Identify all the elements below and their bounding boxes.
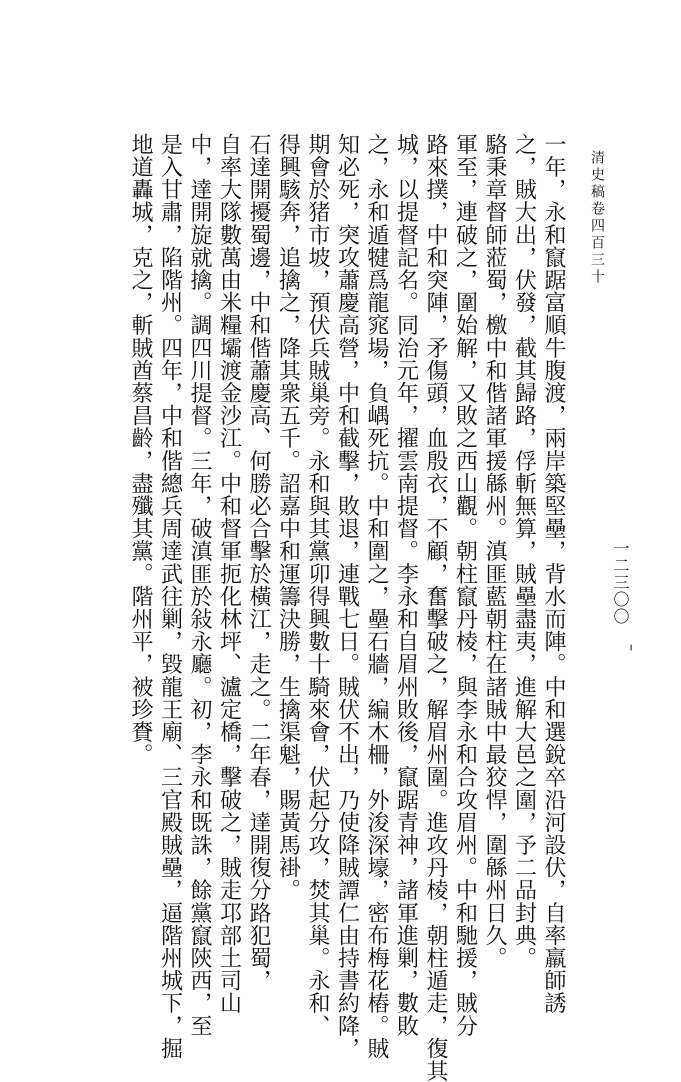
text-column: 石達開擾蜀邊，中和偕蕭慶高、何勝必合擊於橫江，走之。二年春，達開復分路犯蜀， — [246, 133, 271, 992]
text-column: 是入甘肅，陷階州。四年，中和偕總兵周達武往剿，毀龍王廟、三官殿賊壘，逼階州城下，掘 — [157, 133, 183, 1060]
running-title: 清史稿卷四百三十 — [589, 150, 605, 286]
text-column: 期會於猪市坡，預伏兵賊巢旁。永和與其黨卯得興數十騎來會，伏起分攻，焚其巢。永和、 — [305, 133, 330, 1037]
main-text — [68, 133, 568, 1082]
text-column: 軍至，連破之，圍始解，又敗之西山觀。朝柱竄丹棱，與李永和合攻眉州。中和馳援，賊分 — [452, 133, 478, 1037]
text-column: 中，達開旋就擒。調四川提督。三年，破滇匪於敍永廳。初，李永和既誅，餘黨竄陝西，至 — [187, 133, 212, 1037]
text-column: 路來撲，中和突陣，矛傷頭，血殷衣，不顧，奮擊破之，解眉州圍。進攻丹棱，朝柱遁走，復其 — [423, 133, 448, 1082]
text-column: 之，賊大出，伏發，截其歸路，俘斬無算，賊壘盡夷，進解大邑之圍，予二品封典。 — [511, 133, 537, 970]
text-column: 城，以提督記名。同治元年，擢雲南提督。李永和自眉州敗後，竄踞青神，諸軍進剿，數敗 — [393, 133, 419, 1037]
page-number: 一二三〇〇 — [611, 540, 630, 625]
text-column: 自率大隊數萬由米糧壩渡金沙江。中和督軍扼化林坪、瀘定橋，擊破之，賊走邛部土司山 — [216, 133, 242, 1015]
text-column: 地道轟城，克之，斬賊酋蔡昌齡，盡殲其黨。階州平，被珍賚。 — [128, 133, 153, 766]
scan-speck: ╻ — [628, 640, 635, 651]
text-column: 一年，永和竄踞富順牛腹渡，兩岸築堅壘，背水而陣。中和選銳卒沿河設伏，自率羸師誘 — [541, 133, 566, 1015]
text-column: 駱秉章督師蒞蜀，檄中和偕諸軍援緜州。滇匪藍朝柱在諸賊中最狡悍，圍緜州日久。 — [482, 133, 507, 970]
text-column: 之，永和遁犍爲龍窕場，負嵎死抗。中和圍之，壘石牆，編木柵，外浚深壕，密布梅花樁。賊 — [364, 133, 389, 1060]
text-column: 知必死，突攻蕭慶高營，中和截擊，敗退，連戰七日。賊伏不出，乃使降賊譚仁由持書約降， — [334, 133, 360, 1060]
text-column: 得興駭奔，追擒之，降其衆五千。詔嘉中和運籌決勝，生擒渠魁，賜黃馬褂。 — [275, 133, 301, 902]
